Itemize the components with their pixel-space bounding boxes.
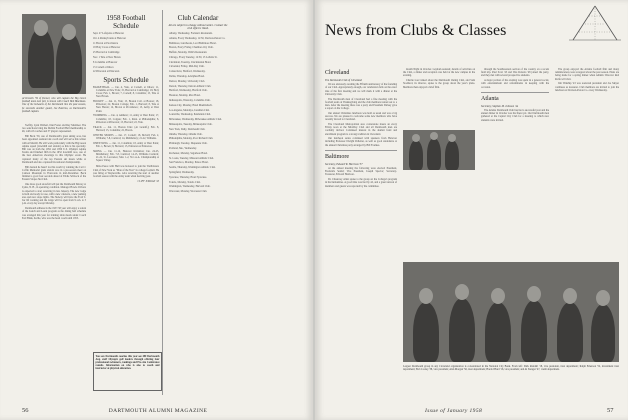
section-divider	[481, 92, 549, 93]
cleveland-column	[325, 68, 397, 189]
club-calendar-entry: Minneapolis, Tuesday, Minneapolis Club.	[169, 123, 213, 127]
middle-column	[403, 68, 475, 90]
club-calendar-entry: Portland, Me., Wednesday.	[169, 147, 197, 151]
atlanta-column	[481, 68, 549, 123]
club-paragraph: Our luncheon series continued with speakers from Hanover including Professor Dwight Pelletier, as well as good attendance at the annual Christmas party arranged by Bill Foulkes.	[325, 137, 397, 147]
club-calendar-entry: New York, Daily, Dartmouth Club.	[169, 127, 206, 131]
club-paragraph: month Night in October. Gaydam assisted; details of activities on the Club, a dinner and reception was held at the new campus in the evening.	[403, 68, 475, 78]
column-divider	[162, 10, 163, 395]
article-paragraph: Bill Beck '59, one of Dartmouth's great skiing aces, has been appointed assistant ski coach and will serve this winter with Al Merrill. He will work particularly with the Big Green Alpine squad (downhill and slalom) as this is his specialty. Bill was on both the 1952 and 1956 U.S. Olympic Alpine Teams and finished fifth in the 1952 downhill race, one of the best American showings in this Olympic event. He captured many of the top Eastern ski meets while at Dartmouth and also captured his national championship.	[22, 135, 86, 164]
left-article-column	[22, 124, 86, 222]
atlanta-heading: Atlanta	[481, 95, 499, 102]
club-calendar-entry: Louisville, Wednesday, Pendennis Club.	[169, 113, 211, 117]
club-calendar-entry: Baltimore, Luncheons, Lord Baltimore Hotel.	[169, 41, 217, 45]
club-paragraph: The Dartmouth men of Cleveland had a fine meeting with the football team on Thanksgiving and the club members turned out to a man. After the meeting there was a party and President Dickey gave a report on the College.	[325, 97, 397, 111]
club-calendar-entry: Worcester, Monday, Worcester Club.	[169, 190, 208, 194]
club-group-photo-small	[403, 130, 475, 170]
club-calendar-entry: Dallas, Thursday, Adolphus Hotel.	[169, 75, 205, 79]
football-schedule-row: 11 Brown at Providence	[93, 41, 119, 45]
captain-photo	[22, 14, 86, 94]
club-calendar-entry: Boston, Every Friday, Chamber-City Club.	[169, 46, 214, 50]
sports-schedule-entry: SKIING — Jan. 11-12, Hanover Invitation; Jan. 24-25, Middlebury; Feb. 7-8, Carnival; 14-15, Williams Carnival; 21-22, St. Lawrence; Mar. 1-2, N.C.A.A. Championship at Squaw Valley.	[93, 149, 159, 163]
club-calendar-entry: Milwaukee, Wednesday, Milwaukee Athletic Club.	[169, 118, 222, 122]
sports-schedule-title: Sports Schedule	[103, 75, 149, 84]
national-city-bank-caption: Largest Dartmouth group in any Cleveland organization is concentrated in the National City Bank. From left: Dick Randall '18, vice president, trust department; Ralph Emerson '52, investment trust department; Bob Cooley '38, vice president; Alan Morgan '56, trust department; Harold Hurd '16, vice president; and Al Stenger '47, credit department.	[403, 365, 619, 372]
left-page	[0, 0, 313, 420]
club-paragraph: We are anxiously awaiting the Fiftieth anniversary of the founding of our Club. Appropriately enough, our celebration falls on the exact date of the first meeting and we will mark it with a dinner at the University Club.	[325, 83, 398, 96]
club-calendar-entry: Albany, Wednesday, Fortune's Restaurant.	[169, 31, 213, 35]
club-calendar-entry: Detroit, Thursday, Detroit Athletic Club.	[169, 84, 212, 88]
byline: CLIFF JORDAN '45	[137, 179, 159, 183]
club-calendar-entry: Seattle, Thursday, Washington Athletic Club.	[169, 166, 216, 170]
blurb-text: You saw Dartmouth coaches this year see 480 Dartmouth Aug. staff Olympic golf leaders through offering four professional swimmers, rankings and Pro-Am Conference rounds. Information on who is also to coach and instructor at physical education.	[95, 354, 160, 371]
club-calendar-list	[166, 32, 230, 194]
right-page-number: 57	[607, 407, 614, 414]
sports-schedule-entry: SWIMMING — Jan. 4, Amherst; 11, Army at West Point; 17, Columbia; 18, Colgate; Feb. 1, Penn. at Philadelphia; 8, Princeton at Princeton; 15, Harvard; 22, Yale.	[93, 114, 159, 124]
club-calendar-entry: Philadelphia, Monday, Poor Richard Club.	[169, 137, 214, 141]
club-calendar-entry: Cincinnati, Tuesday, Cincinnatian Hotel.	[169, 60, 212, 64]
club-calendar-entry: Toledo, Monday, Toledo Club.	[169, 180, 201, 184]
club-paragraph: The group enjoyed the Atlanta football film and many reminiscences were swapped about the past season. Plans are being made for a spring dinner when Athletic Director Red Rolfe will visit.	[555, 68, 619, 81]
club-paragraph: A major portion of the evening was spent in a general social, with entertainment and refreshments in keeping with the occasion.	[481, 79, 549, 89]
club-paragraph: Jim Winship '43 was reelected president and Joe Meyer continues as treasurer. Club members are invited to join the luncheon at Davison-Paxon Co. every Wednesday.	[555, 82, 619, 92]
article-paragraph: Swiftly, Lynn Walbert, Dan Foster and Ray Martinez. The two selections bring the Dublin Football Hall membership to 46, with 43 coaches and 37 players represented.	[22, 124, 86, 134]
sports-schedule-entry: WINTER SPORTS — Jan. 17, Cornell; 18, McGill; Feb. 2, Williams; 7-8, Carnival; 14, Middlebury; 21-22, Williams.	[93, 133, 159, 140]
club-calendar-entry: Indianapolis, Thursday, Columbia Club.	[169, 99, 211, 103]
club-paragraph: The Atlanta Dartmouth Club has had a successful year and the annual dinner in October was the finest yet. Our Dartmouth men gathered at the Capital City Club for a meeting to which new students were invited.	[481, 108, 549, 122]
club-calendar-column	[166, 12, 230, 195]
article-paragraph: Dartmouth athletes in the 1957-58 year will enjoy a return of the Lunch and Learn program as the dining hall schedule was arranged this year for training table meals under Coach Earl Blaik, Kollie, who was the head coach until 1955.	[22, 207, 86, 220]
club-paragraph: At the annual meeting the following were elected: President, Frederick Seidel; Vice President, Joseph Spector; Secretary-Treasurer, Edward Harrison.	[325, 167, 397, 177]
article-paragraph: Bill desired he hasn't lost his touch by winning the Carl J. Coffin Memorial giant slalom race in a pre-season meet on Cannon Mountain in Franconia in mid-December. Beck finished a good four seconds ahead of Eddie Schnock of the Eastern Slopes Ski Club.	[22, 165, 86, 182]
club-calendar-entry: Washington, Wednesday, Harvard Club.	[169, 185, 211, 189]
sports-schedule-entry: HOCKEY — Jan. 11, Yale; 15, Boston Coll. at Boston; 18, Princeton; 22, Boston College; Feb. 1, Harvard; 8, Yale at New Haven; 12, Brown at Providence; 15, Army at West Point.	[93, 99, 159, 113]
football-schedule-row: 18 Holy Cross at Hanover	[93, 46, 121, 50]
football-schedule-row: Sept. 27 Lafayette at Hanover	[93, 32, 125, 35]
club-calendar-entry: Atlanta, Every Wednesday, 12:30, Davison-Paxon Co.	[169, 36, 226, 40]
atlanta-subheading: Secretary, Stephen M. Johnson '44	[481, 104, 519, 108]
club-calendar-entry: St. Louis, Tuesday, Missouri Athletic Club.	[169, 156, 214, 160]
club-calendar-entry: Hartford, Wednesday, Hartford Club.	[169, 89, 208, 93]
club-calendar-entry: Denver, Monday, University Club.	[169, 79, 205, 83]
right-page-footer: Issue of January 1958	[425, 408, 483, 414]
club-calendar-entry: Syracuse, Thursday, Hotel Syracuse.	[169, 175, 207, 179]
club-calendar-entry: Springfield, Wednesday.	[169, 171, 195, 175]
national-city-bank-photo	[403, 262, 619, 362]
baltimore-heading: Baltimore	[325, 153, 349, 160]
section-divider	[325, 150, 397, 151]
schedules-column	[93, 12, 159, 185]
football-schedule-row: 25 Harvard at Cambridge	[93, 51, 120, 55]
club-calendar-entry: Pittsburgh, Tuesday, Duquesne Club.	[169, 142, 208, 146]
club-calendar-entry: Connecticut, Hartford, Wednesday.	[169, 70, 206, 74]
club-calendar-entry: Rochester, Monday, Sagamore Hotel.	[169, 151, 208, 155]
football-schedule-row: 8 Columbia at Hanover	[93, 60, 118, 64]
club-calendar-entry: Buffalo, Monday, Wahl's Restaurant.	[169, 51, 208, 55]
blurb-box	[93, 352, 162, 391]
right-page	[315, 0, 628, 420]
cleveland-heading: Cleveland	[325, 70, 350, 76]
captain-photo-caption: Al Kronick '59 of Denver, who will captain the Big Green football team next fall, is shown with Coach Bob Blackman. One of the bulwarks of the Dartmouth line the past season, he succeeds another guard, Joe Palermo, as Dartmouth's football captain.	[22, 97, 86, 113]
tent-illustration	[567, 4, 623, 42]
club-calendar-entry: Omaha, Thursday, Omaha Club.	[169, 132, 203, 136]
club-paragraph: Our annual Christmas luncheon was held as usual and was a big success. We are pleased to welcome some new members who have recently moved to Cleveland.	[325, 111, 397, 122]
football-schedule-row: Nov. 1 Yale at New Haven	[93, 55, 121, 59]
masthead: News from Clubs & Classes	[325, 22, 507, 39]
sports-schedule-entry: BASKETBALL — Jan. 4, Yale, at Cornell, at Ithaca; 11, Columbia at New York; 15, Harvard at Cambridge; 18, Holy Cross; Feb. 1, Brown; 7, Cornell; 8, Columbia; 15, Yale at New Haven.	[93, 85, 159, 99]
sports-schedule-entry: WRESTLING — Jan. 11, Columbia; 18, Army at West Point; Feb. 1, Brown; 8, Harvard; 15, Princeton at Princeton.	[93, 141, 159, 148]
baltimore-subheading: Secretary, Edward W. Harrison '37	[325, 162, 363, 166]
club-calendar-entry: Chicago, Every Tuesday, 12:30, 13 LaSalle St.	[169, 55, 218, 59]
article-paragraph: One more good snowfall will put the Dartmouth Skiway at Lyme, N. H., in operating condition. Manager Howie Chivers is expected to start receiving in late January. The new lodge is built and ready for use, with a new cafeteria, a new parking area and new slope lights. The Skiway will have the Ford T-bar lift working and the lodge will be open from 9 a.m. to 5 p.m. every day except Monday.	[22, 183, 87, 206]
club-paragraph: Charlie Lorz talked about the Dartmouth Outing Club, and Sam Stoddard, its director, spoke to the group about the year's plans. Members then enjoyed a brief film.	[403, 79, 475, 89]
club-paragraph: Dr. Chauncey Allen spoke to the group on the College's program in the humanities. A good time was had by all, and a great turnout of members and guests was reported by the committee.	[325, 178, 397, 188]
cliff-paragraph: Mina Peace with Hull was honored to join the Trailblazers Club of New York as "Man of the Year" in college football. He was firing at Waynesville. Alva receiving the start of another football season with the Army team when deriving past.	[93, 165, 159, 179]
football-schedule-title: 1958 Football Schedule	[106, 14, 146, 30]
club-calendar-entry: Kansas City, Monday, Hotel Muehlebach.	[169, 103, 213, 107]
club-calendar-entry: San Francisco, Monday, Palace Hotel.	[169, 161, 209, 165]
left-page-number: 56	[22, 407, 29, 414]
football-schedule-row: 15 Cornell at Ithaca	[93, 65, 114, 69]
club-calendar-entry: Houston, Monday, Rice Hotel.	[169, 94, 201, 98]
sports-schedule-entry: TRACK — Jan. 11, Boston Univ. (At Grandf.); Feb. 8, Harvard; 15, Columbia; 22, Brown.	[93, 125, 159, 132]
football-schedule-row: Oct. 4 Pennsylvania at Hanover	[93, 36, 126, 40]
cleveland-subheading: The Dartmouth Club of Cleveland	[325, 79, 362, 82]
club-calendar-intro: All are subject to change without notice. Contact the club officers listed.	[168, 24, 228, 31]
club-paragraph: through the Southwestern section of the country on a recent field trip. Paul Scott '45 and Wes Roberts '48 joined the party, and they met with several prospective students.	[481, 68, 549, 78]
football-schedule-row: 22 Princeton at Princeton	[93, 70, 120, 74]
club-calendar-entry: Los Angeles, Mondays, Jonathan Club.	[169, 108, 210, 112]
right-column	[555, 68, 619, 93]
club-calendar-title: Club Calendar	[177, 14, 219, 22]
club-calendar-entry: Cleveland, Friday, Mid-Day Club.	[169, 65, 205, 69]
club-paragraph: The Cleveland Metropolitan area cornerstone meets an every Friday noon at the Mid-Day Club and all Dartmouth men are cordially invited. Continued interest in the alumni fund and enrollment program is a strong tradition in Cleveland.	[325, 122, 397, 136]
left-page-footer: DARTMOUTH ALUMNI MAGAZINE	[108, 408, 208, 414]
